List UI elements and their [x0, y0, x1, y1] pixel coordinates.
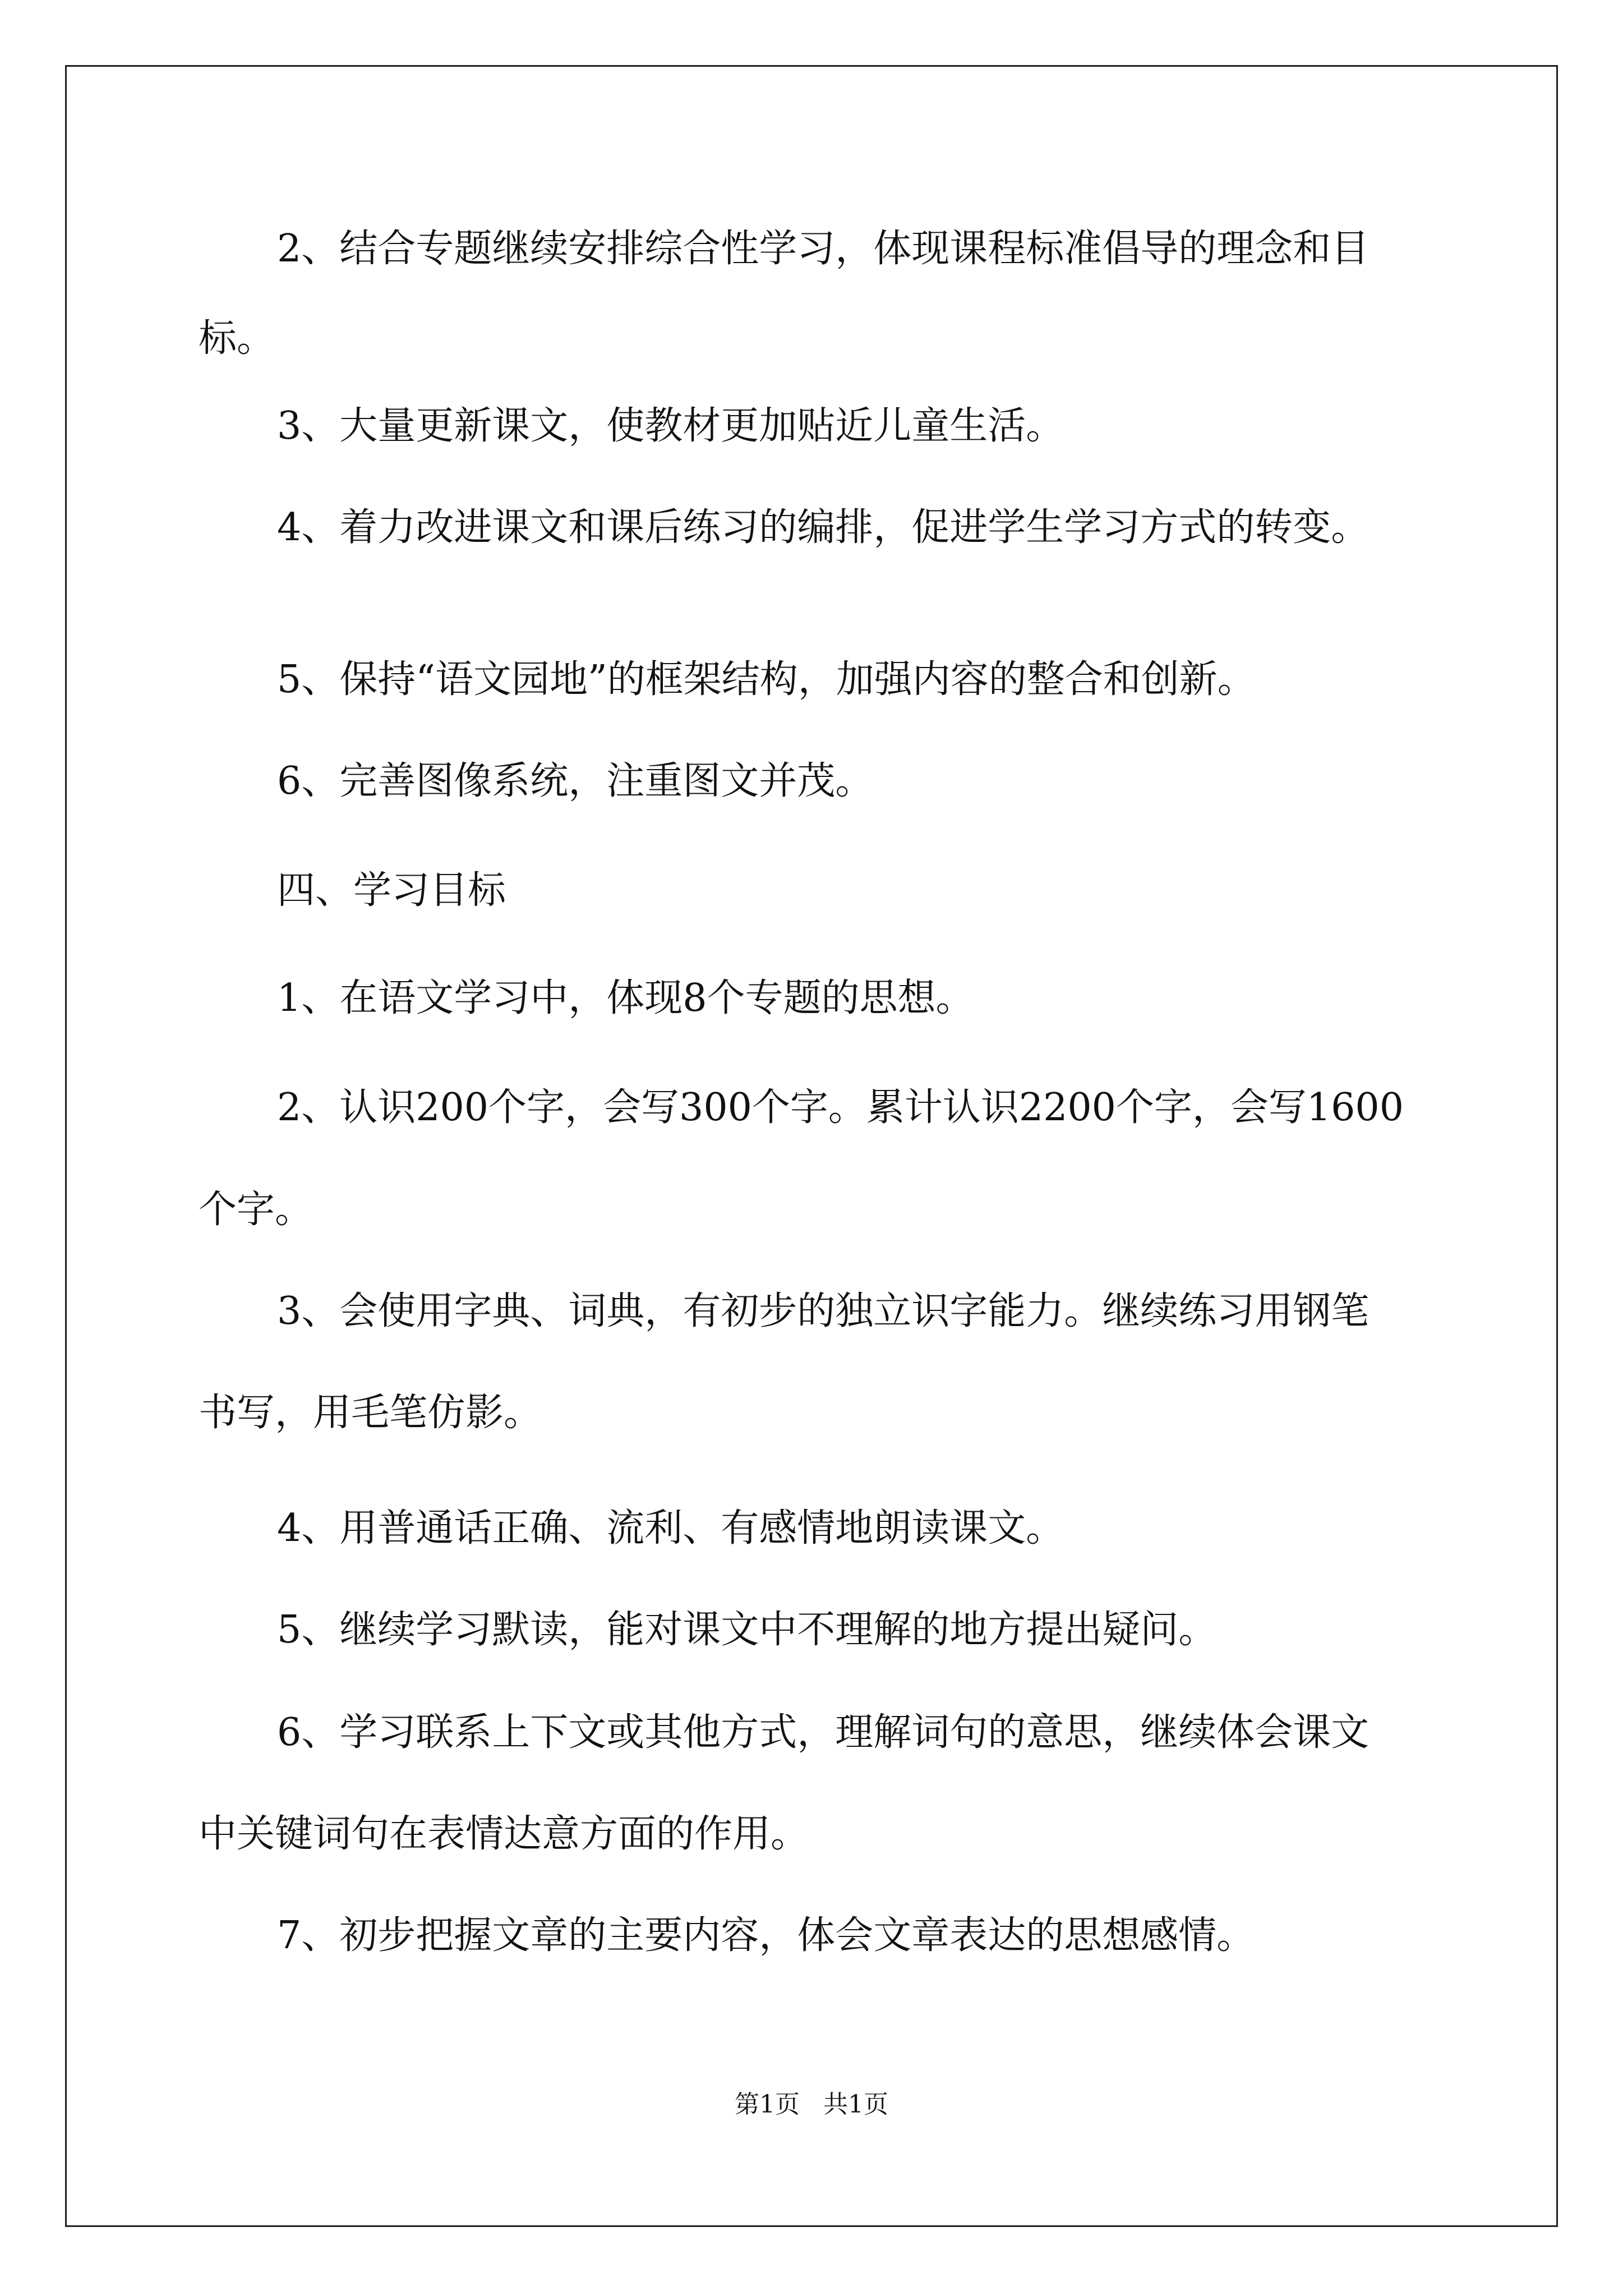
- paragraph-line: 2、结合专题继续安排综合性学习，体现课程标准倡导的理念和目: [277, 227, 1370, 271]
- paragraph-line: 3、大量更新课文，使教材更加贴近儿童生活。: [277, 404, 1064, 448]
- paragraph-line: 标。: [199, 316, 275, 361]
- paragraph-line: 个字。: [199, 1188, 313, 1232]
- paragraph-line: 书写，用毛笔仿影。: [199, 1391, 542, 1435]
- page-number-footer: 第1页 共1页: [735, 2090, 888, 2119]
- paragraph-line: 5、继续学习默读，能对课文中不理解的地方提出疑问。: [277, 1608, 1217, 1652]
- paragraph-line: 1、在语文学习中，体现8个专题的思想。: [277, 976, 974, 1020]
- paragraph-line: 6、学习联系上下文或其他方式，理解词句的意思，继续体会课文: [277, 1710, 1370, 1755]
- paragraph-line: 6、完善图像系统，注重图文并茂。: [277, 759, 874, 803]
- section-heading: 四、学习目标: [277, 868, 506, 913]
- paragraph-line: 中关键词句在表情达意方面的作用。: [199, 1812, 809, 1856]
- paragraph-line: 4、着力改进课文和课后练习的编排，促进学生学习方式的转变。: [277, 505, 1370, 550]
- paragraph-line: 5、保持“语文园地”的框架结构，加强内容的整合和创新。: [277, 657, 1256, 702]
- paragraph-line: 2、认识200个字，会写300个字。累计认识2200个字，会写1600: [277, 1085, 1404, 1130]
- paragraph-line: 4、用普通话正确、流利、有感情地朗读课文。: [277, 1506, 1064, 1550]
- paragraph-line: 7、初步把握文章的主要内容，体会文章表达的思想感情。: [277, 1913, 1255, 1958]
- paragraph-line: 3、会使用字典、词典，有初步的独立识字能力。继续练习用钢笔: [277, 1289, 1370, 1333]
- page-border: [65, 65, 1558, 2227]
